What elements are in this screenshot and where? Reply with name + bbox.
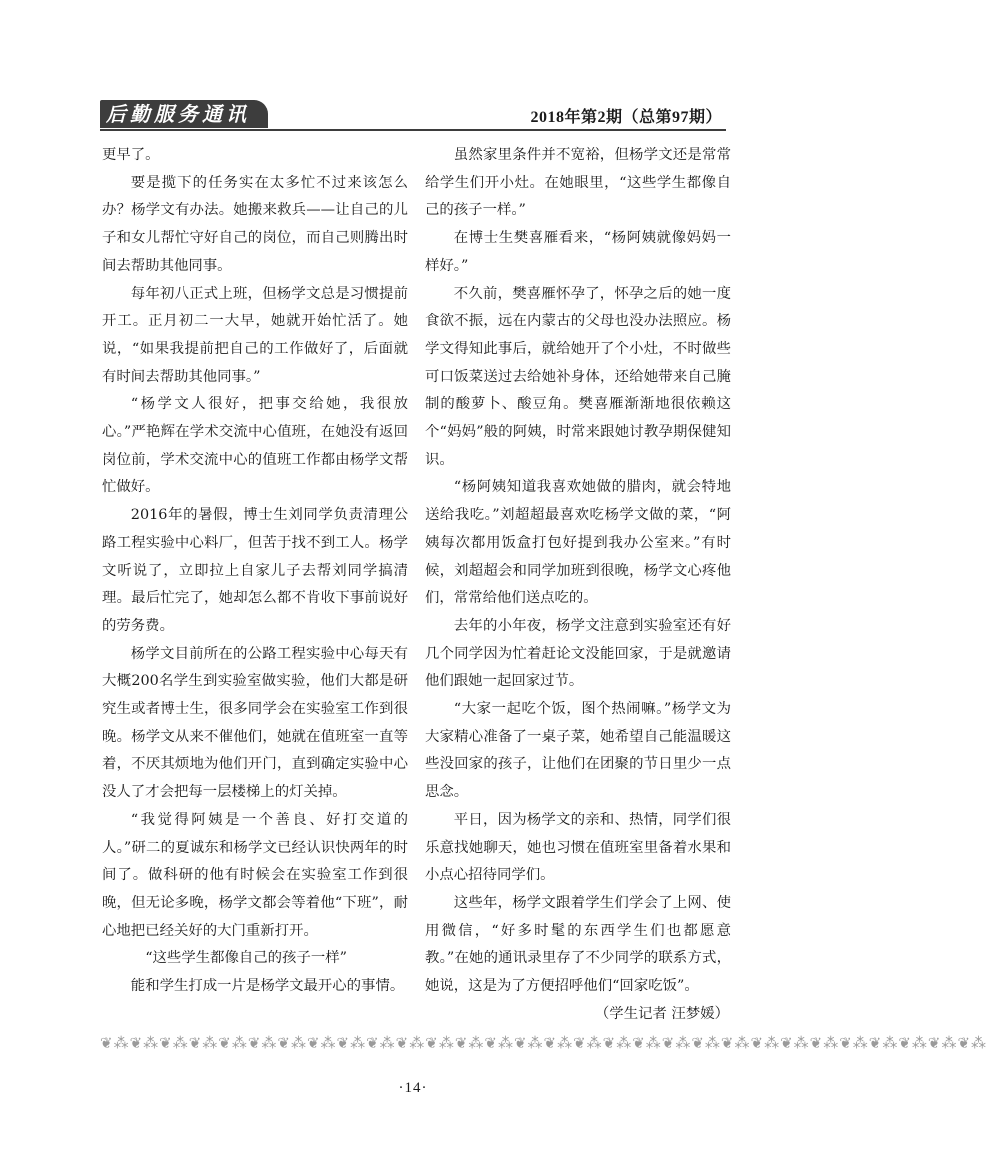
decorative-border: ❦⁂❦⁂❦⁂❦⁂❦⁂❦⁂❦⁂❦⁂❦⁂❦⁂❦⁂❦⁂❦⁂❦⁂❦⁂❦⁂❦⁂❦⁂❦⁂❦⁂❦⁂❦⁂❦⁂❦⁂❦⁂❦⁂❦⁂❦⁂❦⁂❦⁂ [100,1034,987,1052]
paragraph: 要是揽下的任务实在太多忙不过来该怎么办？杨学文有办法。她搬来救兵——让自己的儿子和女儿帮忙守好自己的岗位，而自己则腾出时间去帮助其他同事。 [102,174,408,274]
paragraph: 2016年的暑假，博士生刘同学负责清理公路工程实验中心料厂，但苦于找不到工人。杨学文听说了，立即拉上自家儿子去帮刘同学搞清理。最后忙完了，她却怎么都不肯收下事前说好的劳务费。 [102,507,408,634]
paragraph: 能和学生打成一片是杨学文最开心的事情。 [130,978,405,995]
section-subheading: “这些学生都像自己的孩子一样” [145,950,347,967]
paragraph: “杨学文人很好，把事交给她，我很放心。”严艳辉在学术交流中心值班，在她没有返回岗位前，学术交流中心的值班工作都由杨学文帮忙做好。 [102,396,408,496]
paragraph: 在博士生樊喜雁看来，“杨阿姨就像妈妈一样好。” [425,230,731,274]
newsletter-title: 后勤服务通讯 [100,100,268,128]
paragraph: “我觉得阿姨是一个善良、好打交道的人。”研二的夏诚东和杨学文已经认识快两年的时间了。做科研的他有时候会在实验室工作到很晚，但无论多晚，杨学文都会等着他“下班”，耐心地把已经关好的大门重新打开。 [102,811,408,939]
paragraph: 去年的小年夜，杨学文注意到实验室还有好几个同学因为忙着赶论文没能回家，于是就邀请他们跟她一起回家过节。 [425,617,731,690]
header-divider [100,129,726,131]
issue-info: 2018年第2期（总第97期） [530,109,722,126]
paragraph: 每年初八正式上班，但杨学文总是习惯提前开工。正月初二一大早，她就开始忙活了。她说，“如果我提前把自己的工作做好了，后面就有时间去帮助其他同事。” [102,285,408,385]
page-header [100,100,726,130]
article-column-left [102,142,408,1001]
paragraph: “大家一起吃个饭，图个热闹嘛。”杨学文为大家精心准备了一桌子菜，她希望自己能温暖这些没回家的孩子，让他们在团聚的节日里少一点思念。 [425,701,731,801]
paragraph: 更早了。 [102,147,160,163]
paragraph: 杨学文目前所在的公路工程实验中心每天有大概200名学生到实验室做实验，他们大都是研究生或者博士生，很多同学会在实验室工作到很晚。杨学文从来不催他们，她就在值班室一直等着，不厌其烦地为他们开门，直到确定实验中心没人了才会把每一层楼梯上的灯关掉。 [102,645,408,801]
author-byline: （学生记者 汪梦媛） [594,1005,729,1022]
paragraph: 这些年，杨学文跟着学生们学会了上网、使用微信，“好多时髦的东西学生们也都愿意教。”在她的通讯录里存了不少同学的联系方式，她说，这是为了方便招呼他们“回家吃饭”。 [425,894,731,995]
page-number: ·14· [398,1080,428,1096]
paragraph: 虽然家里条件并不宽裕，但杨学文还是常常给学生们开小灶。在她眼里，“这些学生都像自己的孩子一样。” [425,147,731,219]
paragraph: 平日，因为杨学文的亲和、热情，同学们很乐意找她聊天，她也习惯在值班室里备着水果和小点心招待同学们。 [425,811,731,884]
paragraph: “杨阿姨知道我喜欢她做的腊肉，就会特地送给我吃。”刘超超最喜欢吃杨学文做的菜，“阿姨每次都用饭盒打包好提到我办公室来。”有时候，刘超超会和同学加班到很晚，杨学文心疼他们，常常给他们送点吃的。 [425,479,731,607]
article-column-right [425,142,731,1029]
paragraph: 不久前，樊喜雁怀孕了，怀孕之后的她一度食欲不振，远在内蒙古的父母也没办法照应。杨学文得知此事后，就给她开了个小灶，不时做些可口饭菜送过去给她补身体，还给她带来自己腌制的酸萝卜、酸豆角。樊喜雁渐渐地很依赖这个“妈妈”般的阿姨，时常来跟她讨教孕期保健知识。 [425,285,731,468]
